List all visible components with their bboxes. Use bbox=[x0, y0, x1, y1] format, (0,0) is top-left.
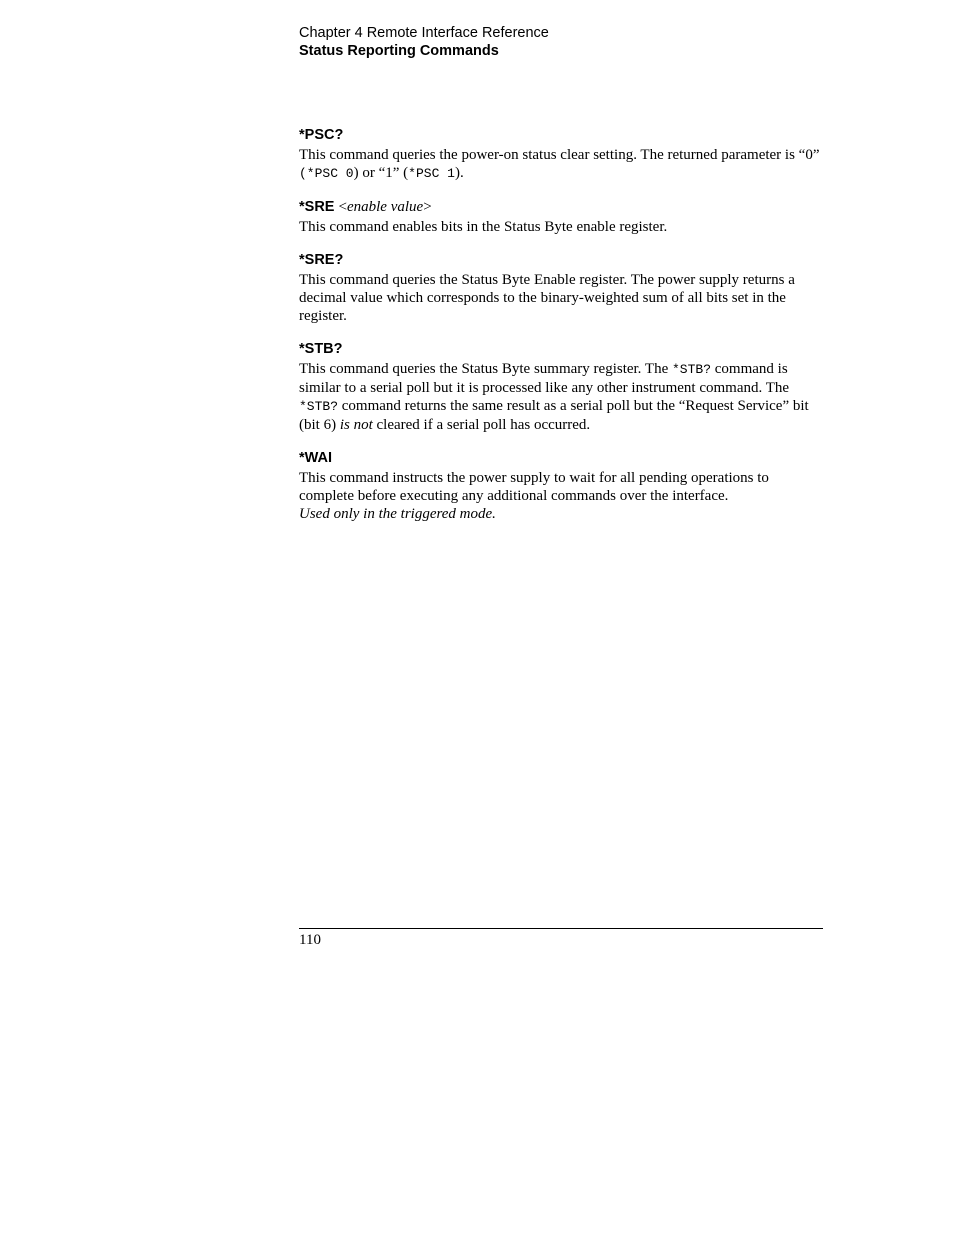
psc-text-2: ) or “1” ( bbox=[353, 165, 409, 181]
wai-note: Used only in the triggered mode. bbox=[299, 506, 496, 522]
psc-query-title: *PSC? bbox=[299, 127, 344, 143]
psc-code-0: (*PSC 0 bbox=[299, 166, 354, 181]
stb-text-3: command returns the same result as a serial poll but the “Request Service” bit (bit 6) bbox=[299, 398, 809, 433]
psc-text-1: This command queries the power-on status clear setting. The returned parameter is “0” bbox=[299, 147, 820, 163]
stb-code-1: *STB? bbox=[672, 362, 712, 377]
stb-text-1: This command queries the Status Byte summary register. The bbox=[299, 361, 672, 377]
sre-command-title bbox=[299, 198, 824, 216]
psc-code-1: *PSC 1 bbox=[408, 166, 455, 181]
page-number: 110 bbox=[299, 932, 321, 948]
sre-param-name: enable value bbox=[346, 199, 424, 215]
chapter-header: Chapter 4 Remote Interface Reference bbox=[299, 25, 549, 41]
sre-param-open: < bbox=[338, 199, 347, 215]
wai-text: This command instructs the power supply to wait for all pending operations to complete before executing any additional commands over the interface. bbox=[299, 470, 769, 504]
psc-text-3: ). bbox=[454, 165, 464, 181]
stb-emphasis: is not bbox=[339, 417, 373, 433]
sre-query-title: *SRE? bbox=[299, 252, 344, 268]
sre-parameter bbox=[339, 199, 432, 215]
sre-command-description: This command enables bits in the Status Byte enable register. bbox=[299, 219, 668, 235]
footer-rule bbox=[299, 928, 823, 929]
stb-code-2: *STB? bbox=[299, 399, 339, 414]
sre-query-description: This command queries the Status Byte Enable register. The power supply returns a decimal value which corresponds to the binary-weighted sum of all bits set in the register. bbox=[299, 272, 795, 324]
stb-text-2: command is similar to a serial poll but it is processed like any other instrument command. The bbox=[299, 361, 790, 396]
sre-param-close: > bbox=[423, 199, 432, 215]
wai-command-description bbox=[299, 469, 824, 523]
section-header: Status Reporting Commands bbox=[299, 43, 499, 59]
sre-command-name: *SRE bbox=[299, 199, 335, 215]
stb-text-4: cleared if a serial poll has occurred. bbox=[372, 417, 591, 433]
stb-query-description bbox=[299, 360, 824, 434]
command-list bbox=[299, 126, 824, 538]
wai-command-title: *WAI bbox=[299, 450, 333, 466]
psc-query-description bbox=[299, 146, 824, 183]
stb-query-title: *STB? bbox=[299, 341, 343, 357]
